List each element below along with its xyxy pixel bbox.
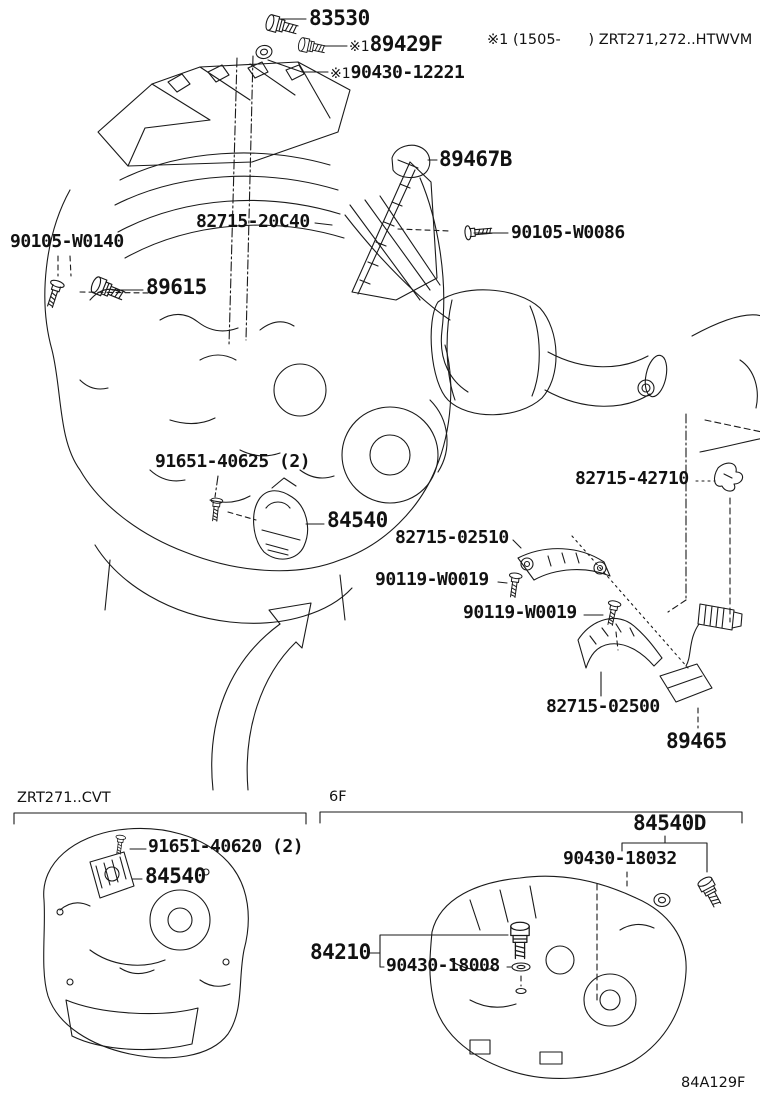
part-label-90105-w0086: 90105-W0086 (511, 222, 625, 243)
sensor-84540-glyph (254, 478, 308, 559)
part-label-90119-w0019-a: 90119-W0019 (375, 569, 489, 590)
sensor-84210-glyph (511, 922, 529, 958)
bolt-90105-w0086-glyph (464, 224, 492, 240)
part-label-90119-w0019-b: 90119-W0019 (463, 602, 577, 623)
engine-drawing (45, 56, 451, 623)
section-label-6f: 6F (329, 789, 347, 805)
part-label-84540d: 84540D (633, 811, 706, 835)
location-arrow (212, 603, 311, 790)
wire-bracket-82715-02500-glyph (578, 618, 662, 668)
ref-mark: ※1 (349, 39, 370, 55)
part-label-82715-02500: 82715-02500 (546, 696, 660, 717)
part-label-89615: 89615 (146, 275, 207, 299)
part-label-89465: 89465 (666, 729, 727, 753)
clip-82715-42710-glyph (715, 463, 743, 491)
part-label-90105-w0140: 90105-W0140 (10, 231, 124, 252)
sensor-83530-glyph (264, 14, 299, 38)
bolt-90119-w0019-b-glyph (604, 600, 621, 626)
sixf-transmission-drawing (320, 812, 742, 1078)
part-label-84210: 84210 (310, 940, 371, 964)
part-label-82715-42710: 82715-42710 (575, 468, 689, 489)
part-label-84540: 84540 (327, 508, 388, 532)
diagram-code: 84A129F (681, 1075, 746, 1091)
part-label-89467b: 89467B (439, 147, 512, 171)
sensor-84540-cvt-glyph (90, 852, 134, 898)
part-label-84540-cvt: 84540 (145, 864, 206, 888)
gasket-90430-12221-glyph (255, 44, 273, 60)
part-label-91651-40625: 91651-40625 (2) (155, 451, 311, 472)
bolt-90119-w0019-a-glyph (507, 572, 523, 598)
section-label-cvt: ZRT271..CVT (17, 790, 111, 806)
part-label-83530: 83530 (309, 6, 370, 30)
variant-note: ※1 (1505- ) ZRT271,272..HTWVM (487, 32, 753, 48)
part-label-82715-02510: 82715-02510 (395, 527, 509, 548)
part-number: 90430-12221 (350, 62, 465, 83)
part-label-90430-18008: 90430-18008 (386, 955, 500, 976)
bolt-90105-w0140-glyph (43, 279, 65, 309)
sensor-84540d-glyph (697, 875, 724, 909)
sensor-89467b-glyph (352, 145, 468, 392)
sensor-89429f-glyph (297, 37, 326, 56)
part-number: 89429F (369, 32, 443, 56)
gasket-90430-18032-glyph (654, 894, 670, 907)
gasket-small-glyph (516, 989, 526, 994)
part-label-90430-12221 (330, 64, 464, 82)
cvt-section-bracket (14, 813, 306, 824)
gasket-90430-18008-glyph (512, 963, 530, 971)
part-label-89429f (349, 34, 443, 55)
ref-mark: ※1 (330, 66, 351, 82)
part-label-82715-20c40: 82715-20C40 (196, 211, 310, 232)
exhaust-drawing (431, 290, 760, 452)
part-label-91651-40620: 91651-40620 (2) (148, 836, 304, 857)
part-label-90430-18032: 90430-18032 (563, 848, 677, 869)
